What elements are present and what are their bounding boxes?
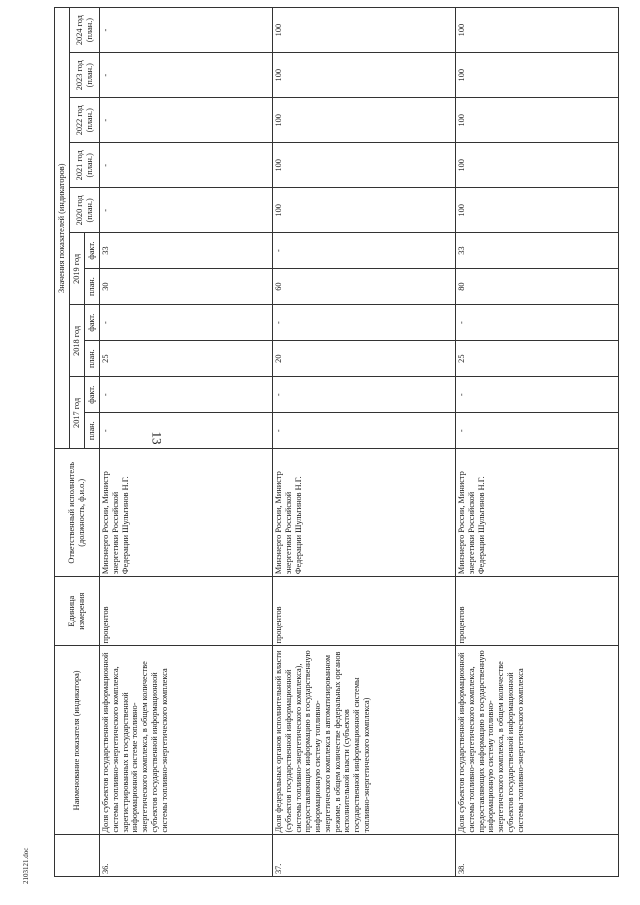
row-number: 38. — [456, 835, 619, 877]
indicator-table-sheet — [54, 7, 619, 877]
row-name: Доля субъектов государственной информационной системы топливно-энергетического комплекса, зарегистрированных в государственной информационной системе топливно-энергетического комплекса, в общем количестве субъектов государственной информационной системы топливно-энергетического комплекса — [100, 646, 273, 835]
row-unit: процентов — [100, 577, 273, 646]
row-responsible: Минэнерго России, Министр энергетики Российской Федерации Шульгинов Н.Г. — [273, 449, 456, 577]
value-cell: 25 — [100, 340, 273, 377]
value-cell: - — [100, 143, 273, 188]
value-cell: 100 — [456, 188, 619, 233]
value-cell: - — [100, 188, 273, 233]
header-name: Наименование показателя (индикатора) — [55, 646, 100, 835]
value-cell: 100 — [273, 53, 456, 98]
row-name: Доля субъектов государственной информационной системы топливно-энергетического комплекса, предоставляющих информацию в государственную информационную систему топливно-энергетического комплекса, в общем количестве субъектов государственной информационной системы топливно-энергетического комплекса — [456, 646, 619, 835]
indicator-table — [54, 7, 619, 877]
header-unit: Единица измерения — [55, 577, 100, 646]
value-cell: 100 — [456, 98, 619, 143]
value-cell: 100 — [273, 98, 456, 143]
value-cell: - — [273, 377, 456, 412]
header-fact: факт. — [85, 233, 100, 268]
page-number: 13 — [149, 431, 165, 445]
value-cell: - — [100, 412, 273, 449]
row-number: 36. — [100, 835, 273, 877]
row-unit: процентов — [456, 577, 619, 646]
value-cell: - — [273, 233, 456, 268]
header-2019: 2019 год — [70, 233, 85, 305]
value-cell: 100 — [456, 53, 619, 98]
value-cell: 60 — [273, 268, 456, 305]
header-2023: 2023 год (план.) — [70, 53, 100, 98]
header-fact: факт. — [85, 305, 100, 340]
value-cell: 33 — [100, 233, 273, 268]
value-cell: - — [100, 53, 273, 98]
value-cell: - — [456, 412, 619, 449]
footer-filename: 2103121.doc — [22, 847, 30, 884]
table-row — [273, 8, 456, 877]
value-cell: 25 — [456, 340, 619, 377]
row-name: Доля федеральных органов исполнительной власти (субъектов государственной информационной системы топливно-энергетического комплекса), предоставляющих информацию в государственную информационную систему топливно-энергетического комплекса в автоматизированном режиме, в общем количестве федеральных органов исполнительной власти (субъектов государственной информационной системы топливно-энергетического комплекса) — [273, 646, 456, 835]
value-cell: - — [273, 412, 456, 449]
header-2018: 2018 год — [70, 305, 85, 377]
header-2024: 2024 год (план.) — [70, 8, 100, 53]
header-fact: факт. — [85, 377, 100, 412]
header-2022: 2022 год (план.) — [70, 98, 100, 143]
header-values: Значения показателей (индикаторов) — [55, 8, 70, 449]
value-cell: 20 — [273, 340, 456, 377]
header-num — [55, 835, 100, 877]
header-plan: план. — [85, 412, 100, 449]
header-2021: 2021 год (план.) — [70, 143, 100, 188]
header-2020: 2020 год (план.) — [70, 188, 100, 233]
value-cell: 30 — [100, 268, 273, 305]
row-number: 37. — [273, 835, 456, 877]
header-plan: план. — [85, 340, 100, 377]
row-responsible: Минэнерго России, Министр энергетики Российской Федерации Шульгинов Н.Г. — [100, 449, 273, 577]
value-cell: 33 — [456, 233, 619, 268]
value-cell: - — [273, 305, 456, 340]
row-unit: процентов — [273, 577, 456, 646]
value-cell: 100 — [456, 8, 619, 53]
table-row — [456, 8, 619, 877]
value-cell: 100 — [273, 8, 456, 53]
value-cell: - — [100, 305, 273, 340]
value-cell: 100 — [456, 143, 619, 188]
value-cell: - — [100, 98, 273, 143]
row-responsible: Минэнерго России, Министр энергетики Российской Федерации Шульгинов Н.Г. — [456, 449, 619, 577]
value-cell: - — [456, 305, 619, 340]
value-cell: 100 — [273, 188, 456, 233]
value-cell: - — [100, 8, 273, 53]
header-plan: план. — [85, 268, 100, 305]
header-responsible: Ответственный исполнитель (должность, ф.и.о.) — [55, 449, 100, 577]
value-cell: - — [100, 377, 273, 412]
value-cell: 100 — [273, 143, 456, 188]
value-cell: - — [456, 377, 619, 412]
value-cell: 80 — [456, 268, 619, 305]
header-2017: 2017 год — [70, 377, 85, 449]
table-row — [100, 8, 273, 877]
